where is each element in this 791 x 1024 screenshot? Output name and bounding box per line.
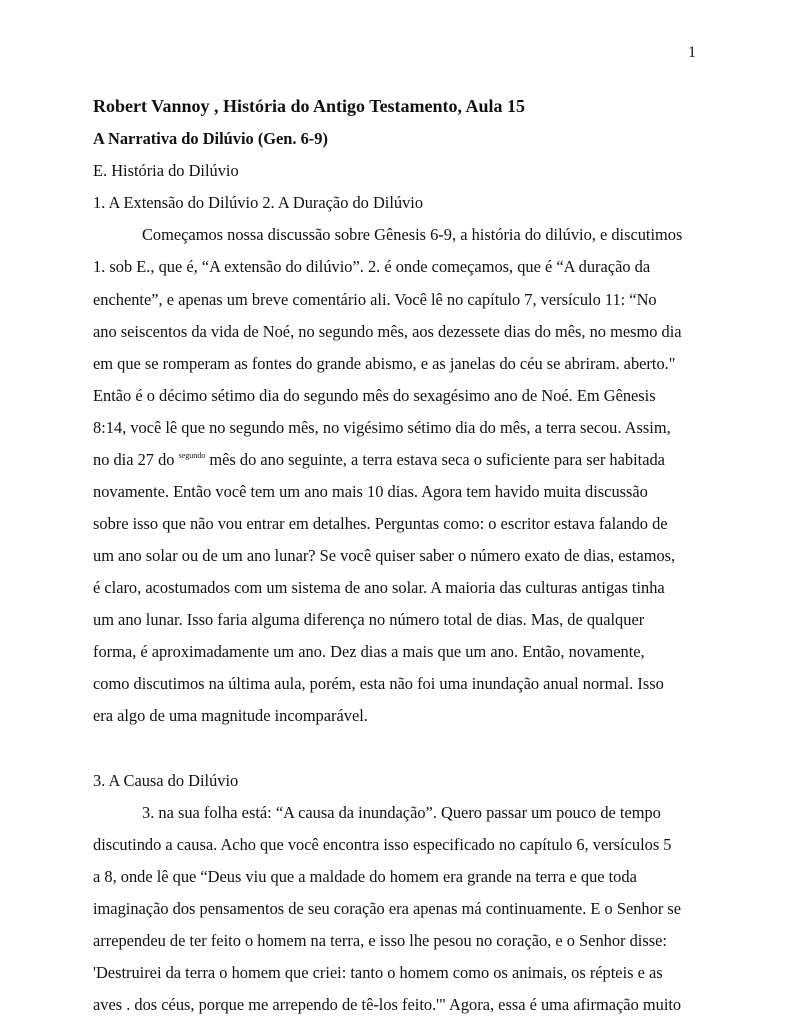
paragraph-line-part: no dia 27 do (93, 450, 175, 469)
page-number: 1 (688, 44, 696, 61)
paragraph-line: 'Destruirei da terra o homem que criei: tanto o homem como os animais, os répteis e as (93, 963, 663, 982)
document-subtitle: A Narrativa do Dilúvio (Gen. 6-9) (93, 129, 328, 148)
paragraph-line: novamente. Então você tem um ano mais 10 dias. Agora tem havido muita discussão (93, 482, 648, 501)
paragraph-line: é claro, acostumados com um sistema de ano solar. A maioria das culturas antigas tinha (93, 578, 665, 597)
paragraph-line: imaginação dos pensamentos de seu coração era apenas má continuamente. E o Senhor se (93, 899, 682, 918)
paragraph-line: 1. sob E., que é, “A extensão do dilúvio”. 2. é onde começamos, que é “A duração da (93, 257, 651, 276)
paragraph-line: um ano solar ou de um ano lunar? Se você quiser saber o número exato de dias, estamos, (93, 546, 676, 565)
paragraph-line: como discutimos na última aula, porém, esta não foi uma inundação anual normal. Isso (93, 674, 664, 693)
section-heading-e: E. História do Dilúvio (93, 161, 239, 180)
paragraph-line: era algo de uma magnitude incomparável. (93, 706, 368, 725)
paragraph-line: 3. na sua folha está: “A causa da inundação”. Quero passar um pouco de tempo (142, 803, 661, 822)
paragraph-line: forma, é aproximadamente um ano. Dez dias a mais que um ano. Então, novamente, (93, 642, 645, 661)
paragraph-line: Então é o décimo sétimo dia do segundo mês do sexagésimo ano de Noé. Em Gênesis (93, 386, 656, 405)
document-title: Robert Vannoy , História do Antigo Testamento, Aula 15 (93, 96, 526, 116)
paragraph-line: Começamos nossa discussão sobre Gênesis 6-9, a história do dilúvio, e discutimos (142, 225, 683, 244)
paragraph-line: em que se romperam as fontes do grande abismo, e as janelas do céu se abriram. aberto." (93, 354, 676, 373)
subsection-headings-1-2: 1. A Extensão do Dilúvio 2. A Duração do Dilúvio (93, 193, 424, 212)
paragraph-line: sobre isso que não vou entrar em detalhes. Perguntas como: o escritor estava falando de (93, 514, 668, 533)
paragraph-line: arrependeu de ter feito o homem na terra, e isso lhe pesou no coração, e o Senhor disse: (93, 931, 667, 950)
paragraph-line: a 8, onde lê que “Deus viu que a maldade do homem era grande na terra e que toda (93, 867, 637, 886)
paragraph-line: ano seiscentos da vida de Noé, no segundo mês, aos dezessete dias do mês, no mesmo dia (93, 322, 682, 341)
paragraph-line: um ano lunar. Isso faria alguma diferença no número total de dias. Mas, de qualquer (93, 610, 645, 629)
section-heading-3: 3. A Causa do Dilúvio (93, 771, 239, 790)
paragraph-line: enchente”, e apenas um breve comentário ali. Você lê no capítulo 7, versículo 11: “No (93, 290, 657, 309)
paragraph-line: aves . dos céus, porque me arrependo de tê-los feito.'" Agora, essa é uma afirmação muito (93, 995, 682, 1014)
paragraph-line: discutindo a causa. Acho que você encontra isso especificado no capítulo 6, versículos 5 (93, 835, 672, 854)
paragraph-line: 8:14, você lê que no segundo mês, no vigésimo sétimo dia do mês, a terra secou. Assim, (93, 418, 671, 437)
paragraph-line (93, 450, 665, 470)
paragraph-line-part: mês do ano seguinte, a terra estava seca o suficiente para ser habitada (209, 450, 665, 469)
superscript-note: segundo (178, 451, 206, 460)
